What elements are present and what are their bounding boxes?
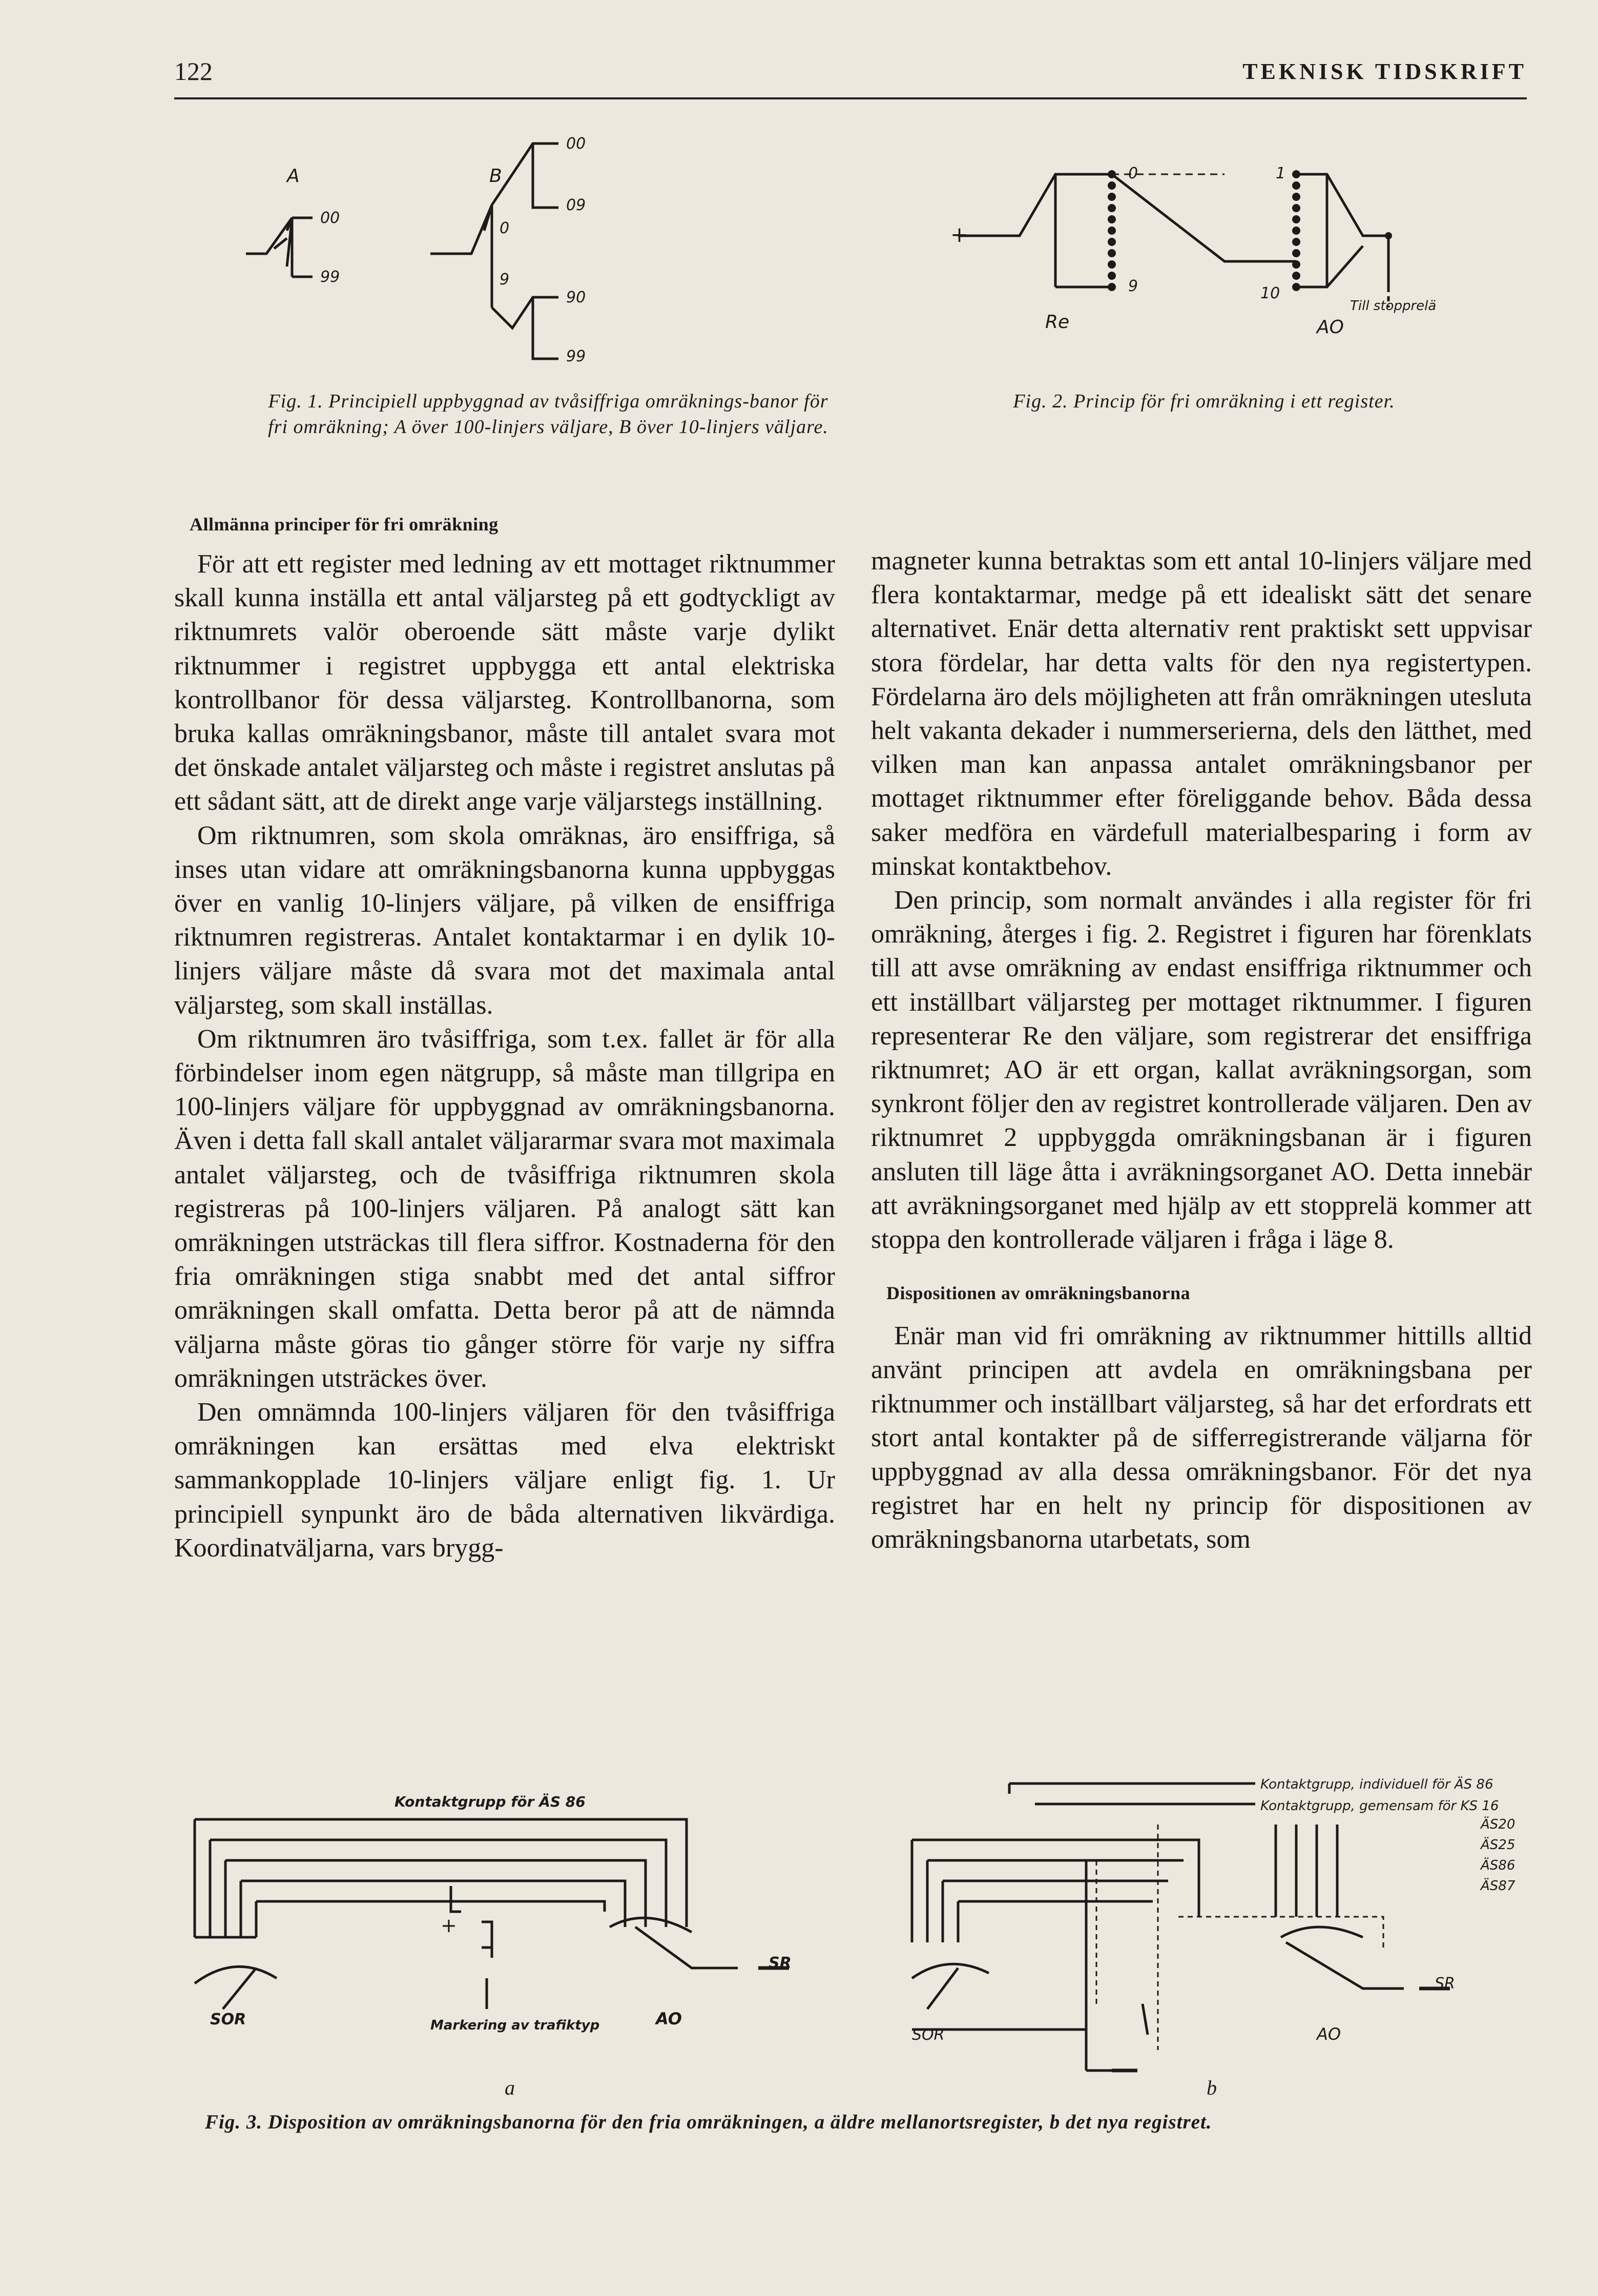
fig1-label-b: B: [489, 166, 502, 187]
fig3b-list-item: ÄS87: [1481, 1878, 1516, 1894]
fig3a-sr: SR: [769, 1954, 792, 1972]
fig3b-group1: Kontaktgrupp, individuell för ÄS 86: [1260, 1777, 1493, 1792]
fig2-stop-relay: Till stopprelä: [1350, 298, 1437, 314]
figure-2-diagram: [938, 154, 1491, 348]
figure-1-diagram: [225, 123, 810, 379]
right-paragraph: magneter kunna betraktas som ett antal 10-linjers väljare med flera kontaktarmar, medge på ett idealiskt sätt det senare alternativet. Enär detta alternativ rent praktiskt sett uppvisar stora fördelar, har detta valts för den nya registertypen. Fördelarna äro dels möjligheten att från omräkningen utesluta helt vakanta dekader i nummerserierna, dels den lätthet, med vilken man kan anpassa antalet omräkningsbanor per mottaget riktnummer efter föreliggande behov. Båda dessa saker medföra en värdefull materialbesparing i form av minskat kontaktbehov.: [871, 546, 1532, 881]
header-rule: [174, 97, 1527, 99]
fig3a-marking: Markering av trafiktyp: [430, 2018, 600, 2033]
fig3a-group-label: Kontaktgrupp för ÄS 86: [395, 1793, 586, 1810]
figure-2-caption: Fig. 2. Princip för fri omräkning i ett register.: [1013, 391, 1395, 412]
fig3a-plus: +: [441, 1914, 457, 1937]
fig1-a-out-bottom: 99: [320, 268, 340, 286]
fig2-plus: +: [950, 222, 969, 247]
fig2-re-label: Re: [1045, 312, 1070, 333]
figure-3a-diagram: [174, 1783, 840, 2070]
journal-title: TEKNISK TIDSKRIFT: [1242, 59, 1527, 84]
fig3-sublabel-b: b: [1207, 2076, 1217, 2099]
left-paragraph: Den omnämnda 100-linjers väljaren för den tvåsiffriga omräkningen kan ersättas med elva elektriskt sammankopplade 10-linjers väljare enligt fig. 1. Ur principiell synpunkt äro de båda alternativen likvärdiga. Koordinatväljarna, vars brygg-: [174, 1398, 835, 1563]
fig1-b-bottom-out1: 90: [566, 289, 586, 306]
figure-1-caption: Fig. 1. Principiell uppbyggnad av tvåsiffriga omräknings-banor för fri omräkning; A över 100-linjers väljare, B över 10-linjers väljare.: [268, 391, 828, 438]
right-column: [871, 544, 1532, 1557]
left-column: [174, 512, 835, 1565]
fig1-label-a: A: [287, 166, 300, 187]
fig2-re-top: 0: [1128, 165, 1138, 182]
fig3-sublabel-a: a: [505, 2076, 515, 2099]
figure-3-caption: Fig. 3. Disposition av omräkningsbanorna för den fria omräkningen, a äldre mellanortsregister, b det nya registret.: [205, 2111, 1212, 2133]
fig3b-ao: AO: [1317, 2024, 1341, 2044]
section-heading-general: Allmänna principer för fri omräkning: [190, 514, 499, 535]
fig3b-list-item: ÄS86: [1481, 1858, 1516, 1873]
fig1-b-top-out2: 09: [566, 196, 586, 214]
fig2-ao-label: AO: [1317, 317, 1344, 338]
fig3b-sr: SR: [1435, 1975, 1455, 1993]
fig3b-group2: Kontaktgrupp, gemensam för KS 16: [1260, 1798, 1499, 1814]
fig1-b-bottom-out2: 99: [566, 347, 586, 365]
left-paragraph: Om riktnumren äro tvåsiffriga, som t.ex. fallet är för alla förbindelser inom egen nätgrupp, så måste man tillgripa en 100-linjers väljare för uppbyggnad av omräkningsbanorna. Även i detta fall skall antalet väljararmar svara mot maximala antalet väljarsteg, och de tvåsiffriga riktnumren skola registreras på 100-linjers väljaren. På analogt sätt kan omräkningen utsträckas till flera siffror. Kostnaderna för den fria omräkningen stiga snabbt med det antal siffror omräkningen skall omfatta. Detta beror på att de nämnda väljarna måste göras tio gånger större för varje ny siffra omräkningen utsträckes över.: [174, 1024, 835, 1393]
fig3b-list-item: ÄS25: [1481, 1837, 1516, 1853]
fig1-b-branch-top: 0: [500, 219, 510, 237]
fig1-a-out-top: 00: [320, 209, 340, 227]
fig3a-sor: SOR: [210, 2011, 246, 2028]
figure-3b-diagram: [871, 1763, 1537, 2091]
fig2-re-bottom: 9: [1128, 277, 1138, 295]
fig3b-sor: SOR: [912, 2026, 945, 2044]
running-header: [174, 56, 1527, 102]
fig3a-ao: AO: [656, 2009, 682, 2028]
right-paragraph: Enär man vid fri omräkning av riktnummer hittills alltid använt principen att avdela en omräkningsbana per riktnummer och inställbart väljarsteg, så har det erfordrats ett stort antal kontakter på de sifferregistrerande väljarna för uppbyggnad av alla dessa omräkningsbanor. För det nya registret har en helt ny princip för dispositionen av omräkningsbanorna utarbetats, som: [871, 1321, 1532, 1554]
section-heading-disposition: Dispositionen av omräkningsbanorna: [886, 1283, 1191, 1304]
fig2-ao-top: 1: [1276, 165, 1286, 182]
fig3b-list-item: ÄS20: [1481, 1817, 1516, 1832]
page-number: 122: [174, 57, 213, 86]
right-paragraph: Den princip, som normalt användes i alla register för fri omräkning, återges i fig. 2. Registret i figuren har förenklats till att avse omräkning av endast ensiffriga riktnummer och ett inställbart väljarsteg per mottaget riktnummer. I figuren representerar Re den väljare, som registrerar det ensiffriga riktnumret; AO är ett organ, kallat avräkningsorgan, som synkront följer den av registret kontrollerade väljaren. Den av riktnumret 2 uppbyggda omräkningsbanan är i figuren ansluten till läge åtta i avräkningsorganet AO. Detta innebär att avräkningsorganet med hjälp av ett stopprelä kommer att stoppa den kontrollerade väljaren i fråga i läge 8.: [871, 886, 1532, 1255]
left-paragraph: För att ett register med ledning av ett mottaget riktnummer skall kunna inställa ett antal väljarsteg på ett godtyckligt av riktnumrets valör oberoende sätt måste varje dylikt riktnummer i registret uppbygga ett antal elektriska kontrollbanor för dessa väljarsteg. Kontrollbanorna, som bruka kallas omräkningsbanor, måste till antalet svara mot det önskade antalet väljarsteg och måste i registret anslutas på ett sådant sätt, att de direkt ange varje väljarstegs inställning.: [174, 549, 835, 816]
fig1-b-top-out1: 00: [566, 135, 586, 153]
left-paragraph: Om riktnumren, som skola omräknas, äro ensiffriga, så inses utan vidare att omräkningsbanorna kunna uppbyggas över en vanlig 10-linjers väljare, på vilken de ensiffriga riktnumren registreras. Antalet kontaktarmar i en dylik 10-linjers väljare måste då svara mot det maximala antal väljarsteg, som skall inställas.: [174, 821, 835, 1020]
fig1-b-branch-bottom: 9: [500, 271, 510, 289]
fig2-ao-bottom: 10: [1260, 284, 1280, 302]
